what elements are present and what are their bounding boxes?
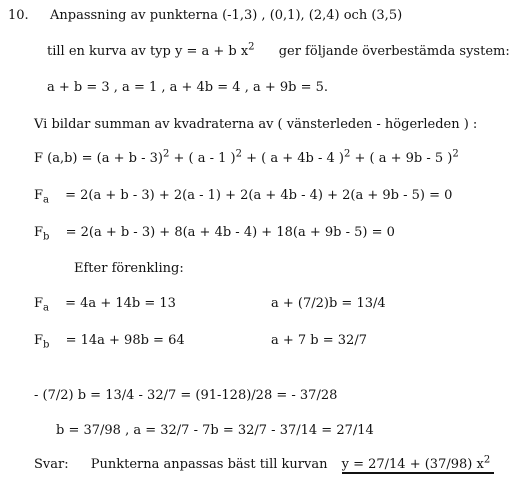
- solution-values: b = 37/98 , a = 32/7 - 7b = 32/7 - 37/14 = 27/14: [56, 423, 374, 438]
- exercise-title: Anpassning av punkterna (-1,3) , (0,1), (2,4) och (3,5): [50, 8, 403, 23]
- F-term-2: + ( a - 1 ): [173, 151, 236, 166]
- F-term-2-square: 2: [235, 148, 242, 160]
- Fb-subscript: b: [43, 231, 50, 243]
- F-term-4-square: 2: [452, 148, 459, 160]
- curve-type-line: [47, 41, 510, 60]
- Fb-simplified: [34, 333, 185, 349]
- answer-curve-expression: y = 27/14 + (37/98) x: [341, 457, 484, 472]
- answer-line: [34, 454, 494, 473]
- exercise-number: 10.: [8, 8, 29, 23]
- curve-type-text: till en kurva av typ y = a + b x: [47, 44, 249, 59]
- Fa-simplified-expression: = 4a + 14b = 13: [65, 296, 176, 311]
- Fa-simplified-symbol: F: [34, 296, 44, 311]
- answer-label: Svar:: [34, 457, 69, 472]
- Fa-symbol: F: [34, 188, 44, 203]
- Fa-normalized: a + (7/2)b = 13/4: [271, 296, 386, 311]
- F-term-1: F (a,b) = (a + b - 3): [34, 151, 163, 166]
- Fb-simplified-expression: = 14a + 98b = 64: [65, 333, 185, 348]
- answer-curve: [341, 454, 495, 474]
- sum-intro: Vi bildar summan av kvadraterna av ( vänsterleden - högerleden ) :: [34, 117, 478, 132]
- Fb-expression: = 2(a + b - 3) + 8(a + 4b - 4) + 18(a + 9b - 5) = 0: [65, 225, 395, 240]
- subtraction-step: - (7/2) b = 13/4 - 32/7 = (91-128)/28 = - 37/28: [34, 388, 338, 403]
- simplification-heading: Efter förenkling:: [74, 261, 184, 276]
- answer-text: Punkterna anpassas bäst till kurvan: [90, 457, 328, 472]
- F-term-4: + ( a + 9b - 5 ): [354, 151, 453, 166]
- curve-type-tail: ger följande överbestämda system:: [278, 44, 510, 59]
- overdetermined-system: a + b = 3 , a = 1 , a + 4b = 4 , a + 9b = 5.: [47, 80, 329, 95]
- Fb-simplified-subscript: b: [43, 339, 50, 351]
- Fb-normalized: a + 7 b = 32/7: [271, 333, 367, 348]
- Fb-symbol: F: [34, 225, 44, 240]
- Fb-simplified-symbol: F: [34, 333, 44, 348]
- Fb-equation: [34, 225, 395, 241]
- Fa-simplified: [34, 296, 176, 312]
- F-term-1-square: 2: [162, 148, 170, 160]
- F-definition: [34, 148, 459, 167]
- answer-curve-exponent: 2: [483, 454, 491, 466]
- F-term-3-square: 2: [344, 148, 351, 160]
- Fa-simplified-subscript: a: [43, 302, 49, 314]
- Fa-expression: = 2(a + b - 3) + 2(a - 1) + 2(a + 4b - 4) + 2(a + 9b - 5) = 0: [65, 188, 453, 203]
- Fa-subscript: a: [43, 194, 49, 206]
- F-term-3: + ( a + 4b - 4 ): [246, 151, 344, 166]
- Fa-equation: [34, 188, 452, 204]
- curve-type-exponent: 2: [248, 41, 255, 53]
